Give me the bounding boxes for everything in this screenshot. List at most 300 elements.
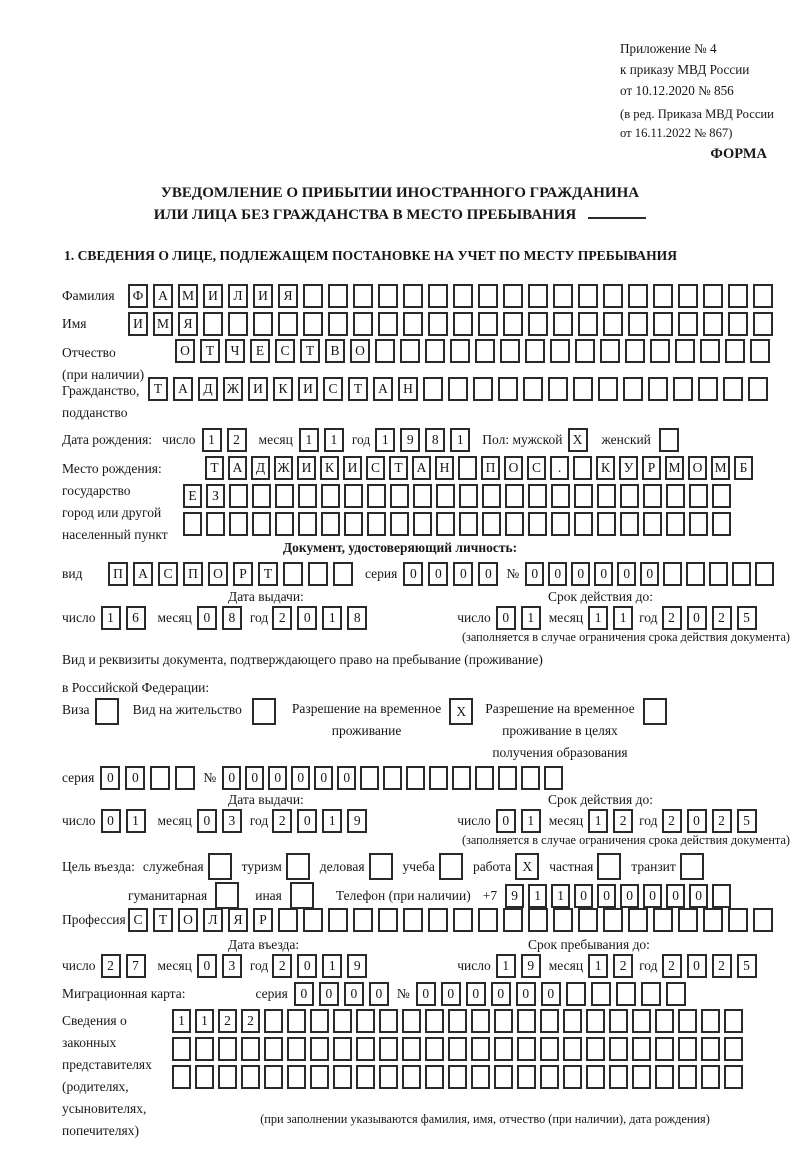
- form-cell[interactable]: [517, 1037, 536, 1061]
- form-cell[interactable]: [551, 484, 570, 508]
- form-cell[interactable]: [283, 562, 303, 586]
- form-cell[interactable]: [172, 1037, 191, 1061]
- form-cell[interactable]: [653, 312, 673, 336]
- form-cell[interactable]: 0: [197, 809, 217, 833]
- form-cell[interactable]: [328, 284, 348, 308]
- form-cell[interactable]: [643, 484, 662, 508]
- form-cell[interactable]: [653, 284, 673, 308]
- form-cell[interactable]: [471, 1065, 490, 1089]
- form-cell[interactable]: [686, 562, 705, 586]
- form-cell[interactable]: [689, 484, 708, 508]
- form-cell[interactable]: Я: [278, 284, 298, 308]
- form-cell[interactable]: [252, 698, 276, 725]
- form-cell[interactable]: [402, 1065, 421, 1089]
- form-cell[interactable]: 0: [516, 982, 536, 1006]
- form-cell[interactable]: [573, 377, 593, 401]
- form-cell[interactable]: [753, 284, 773, 308]
- form-cell[interactable]: [310, 1065, 329, 1089]
- purpose-tourism-checkbox[interactable]: [286, 853, 310, 880]
- form-cell[interactable]: 0: [416, 982, 436, 1006]
- form-cell[interactable]: [303, 312, 323, 336]
- form-cell[interactable]: [728, 908, 748, 932]
- form-cell[interactable]: [287, 1009, 306, 1033]
- form-cell[interactable]: 2: [712, 954, 732, 978]
- form-cell[interactable]: Т: [389, 456, 408, 480]
- form-cell[interactable]: [563, 1009, 582, 1033]
- form-cell[interactable]: [473, 377, 493, 401]
- form-cell[interactable]: О: [208, 562, 228, 586]
- form-cell[interactable]: [203, 312, 223, 336]
- form-cell[interactable]: 1: [195, 1009, 214, 1033]
- form-cell[interactable]: [528, 512, 547, 536]
- form-cell[interactable]: [659, 428, 679, 452]
- form-cell[interactable]: 0: [687, 954, 707, 978]
- form-cell[interactable]: И: [203, 284, 223, 308]
- form-cell[interactable]: [723, 377, 743, 401]
- form-cell[interactable]: [563, 1037, 582, 1061]
- form-cell[interactable]: И: [248, 377, 268, 401]
- form-cell[interactable]: [303, 284, 323, 308]
- form-cell[interactable]: 0: [369, 982, 389, 1006]
- form-cell[interactable]: X: [449, 698, 473, 725]
- stay-issue-day-cells[interactable]: [101, 809, 146, 833]
- form-cell[interactable]: И: [128, 312, 148, 336]
- form-cell[interactable]: 0: [197, 954, 217, 978]
- form-cell[interactable]: 0: [571, 562, 590, 586]
- form-cell[interactable]: К: [320, 456, 339, 480]
- form-cell[interactable]: 0: [491, 982, 511, 1006]
- form-cell[interactable]: [287, 1037, 306, 1061]
- form-cell[interactable]: 0: [496, 809, 516, 833]
- form-cell[interactable]: [598, 377, 618, 401]
- form-cell[interactable]: [609, 1065, 628, 1089]
- visa-checkbox[interactable]: [95, 698, 119, 725]
- form-cell[interactable]: [553, 312, 573, 336]
- form-cell[interactable]: 1: [588, 809, 608, 833]
- form-cell[interactable]: Т: [258, 562, 278, 586]
- form-cell[interactable]: [553, 284, 573, 308]
- form-cell[interactable]: [550, 339, 570, 363]
- form-cell[interactable]: [620, 484, 639, 508]
- form-cell[interactable]: 0: [666, 884, 685, 908]
- form-cell[interactable]: [228, 312, 248, 336]
- form-cell[interactable]: 1: [588, 954, 608, 978]
- form-cell[interactable]: Н: [435, 456, 454, 480]
- form-cell[interactable]: 5: [737, 606, 757, 630]
- residence-permit-checkbox[interactable]: [252, 698, 276, 725]
- form-cell[interactable]: [675, 339, 695, 363]
- form-cell[interactable]: [402, 1009, 421, 1033]
- form-cell[interactable]: 0: [291, 766, 310, 790]
- form-cell[interactable]: [471, 1037, 490, 1061]
- stay-valid-year-cells[interactable]: [662, 809, 757, 833]
- form-cell[interactable]: [591, 982, 611, 1006]
- form-cell[interactable]: [378, 908, 398, 932]
- form-cell[interactable]: 0: [597, 884, 616, 908]
- form-cell[interactable]: [436, 512, 455, 536]
- sex-male-checkbox[interactable]: [568, 428, 588, 452]
- form-cell[interactable]: 8: [222, 606, 242, 630]
- form-cell[interactable]: С: [128, 908, 148, 932]
- form-cell[interactable]: А: [153, 284, 173, 308]
- form-cell[interactable]: 0: [466, 982, 486, 1006]
- form-cell[interactable]: [482, 512, 501, 536]
- form-cell[interactable]: [574, 512, 593, 536]
- form-cell[interactable]: [678, 908, 698, 932]
- form-cell[interactable]: 0: [496, 606, 516, 630]
- sex-female-checkbox[interactable]: [659, 428, 679, 452]
- form-cell[interactable]: [500, 339, 520, 363]
- form-cell[interactable]: [356, 1037, 375, 1061]
- form-cell[interactable]: 2: [101, 954, 121, 978]
- form-cell[interactable]: Т: [348, 377, 368, 401]
- form-cell[interactable]: [703, 284, 723, 308]
- form-cell[interactable]: 2: [272, 809, 292, 833]
- form-cell[interactable]: [678, 1037, 697, 1061]
- form-cell[interactable]: Ж: [223, 377, 243, 401]
- form-cell[interactable]: 2: [712, 809, 732, 833]
- form-cell[interactable]: [425, 339, 445, 363]
- form-cell[interactable]: [586, 1065, 605, 1089]
- form-cell[interactable]: [678, 1065, 697, 1089]
- form-cell[interactable]: 8: [425, 428, 445, 452]
- phone-cells[interactable]: [505, 884, 731, 908]
- form-cell[interactable]: 5: [737, 809, 757, 833]
- stay-valid-day-cells[interactable]: [496, 809, 541, 833]
- form-cell[interactable]: [574, 484, 593, 508]
- form-cell[interactable]: 0: [197, 606, 217, 630]
- form-cell[interactable]: [252, 512, 271, 536]
- form-cell[interactable]: [517, 1065, 536, 1089]
- form-cell[interactable]: [701, 1009, 720, 1033]
- form-cell[interactable]: [753, 312, 773, 336]
- form-cell[interactable]: 1: [322, 809, 342, 833]
- form-cell[interactable]: [540, 1065, 559, 1089]
- given-name-cells[interactable]: [128, 312, 773, 336]
- form-cell[interactable]: [523, 377, 543, 401]
- form-cell[interactable]: [218, 1065, 237, 1089]
- form-cell[interactable]: И: [298, 377, 318, 401]
- form-cell[interactable]: К: [273, 377, 293, 401]
- form-cell[interactable]: [253, 312, 273, 336]
- form-cell[interactable]: [698, 377, 718, 401]
- rvp-checkbox[interactable]: [449, 698, 473, 725]
- form-cell[interactable]: [390, 512, 409, 536]
- form-cell[interactable]: [378, 312, 398, 336]
- form-cell[interactable]: [625, 339, 645, 363]
- form-cell[interactable]: [597, 853, 621, 880]
- form-cell[interactable]: 1: [588, 606, 608, 630]
- form-cell[interactable]: [450, 339, 470, 363]
- form-cell[interactable]: [609, 1037, 628, 1061]
- form-cell[interactable]: [701, 1037, 720, 1061]
- form-cell[interactable]: [494, 1065, 513, 1089]
- form-cell[interactable]: [367, 484, 386, 508]
- form-cell[interactable]: Р: [233, 562, 253, 586]
- form-cell[interactable]: [241, 1037, 260, 1061]
- form-cell[interactable]: П: [481, 456, 500, 480]
- citizenship-cells[interactable]: [148, 377, 768, 401]
- form-cell[interactable]: 3: [222, 809, 242, 833]
- form-cell[interactable]: [548, 377, 568, 401]
- form-cell[interactable]: [525, 339, 545, 363]
- form-cell[interactable]: С: [366, 456, 385, 480]
- form-cell[interactable]: [586, 1009, 605, 1033]
- doc-issue-year-cells[interactable]: [272, 606, 367, 630]
- form-cell[interactable]: [208, 853, 232, 880]
- form-cell[interactable]: О: [178, 908, 198, 932]
- form-cell[interactable]: 0: [620, 884, 639, 908]
- form-cell[interactable]: [195, 1037, 214, 1061]
- form-cell[interactable]: [680, 853, 704, 880]
- form-cell[interactable]: [344, 484, 363, 508]
- form-cell[interactable]: 0: [344, 982, 364, 1006]
- form-cell[interactable]: [712, 484, 731, 508]
- birth-place-cells-2[interactable]: [183, 484, 731, 508]
- form-cell[interactable]: 2: [662, 606, 682, 630]
- form-cell[interactable]: [459, 484, 478, 508]
- form-cell[interactable]: 1: [202, 428, 222, 452]
- form-cell[interactable]: [703, 908, 723, 932]
- form-cell[interactable]: [666, 484, 685, 508]
- stay-valid-month-cells[interactable]: [588, 809, 633, 833]
- form-cell[interactable]: [573, 456, 592, 480]
- form-cell[interactable]: [333, 1065, 352, 1089]
- form-cell[interactable]: З: [206, 484, 225, 508]
- form-cell[interactable]: О: [504, 456, 523, 480]
- form-cell[interactable]: [413, 512, 432, 536]
- form-cell[interactable]: 0: [297, 809, 317, 833]
- form-cell[interactable]: С: [323, 377, 343, 401]
- form-cell[interactable]: [701, 1065, 720, 1089]
- form-cell[interactable]: 0: [297, 954, 317, 978]
- form-cell[interactable]: [728, 284, 748, 308]
- form-cell[interactable]: X: [568, 428, 588, 452]
- form-cell[interactable]: Е: [250, 339, 270, 363]
- representatives-cells-1[interactable]: [172, 1009, 743, 1033]
- form-cell[interactable]: [503, 284, 523, 308]
- form-cell[interactable]: [753, 908, 773, 932]
- form-cell[interactable]: [403, 312, 423, 336]
- form-cell[interactable]: X: [515, 853, 539, 880]
- form-cell[interactable]: [678, 284, 698, 308]
- form-cell[interactable]: [478, 908, 498, 932]
- form-cell[interactable]: 1: [496, 954, 516, 978]
- form-cell[interactable]: [321, 512, 340, 536]
- form-cell[interactable]: [310, 1037, 329, 1061]
- form-cell[interactable]: А: [228, 456, 247, 480]
- form-cell[interactable]: [379, 1009, 398, 1033]
- form-cell[interactable]: 0: [294, 982, 314, 1006]
- form-cell[interactable]: [390, 484, 409, 508]
- form-cell[interactable]: [333, 562, 353, 586]
- form-cell[interactable]: 0: [319, 982, 339, 1006]
- form-cell[interactable]: [540, 1009, 559, 1033]
- form-cell[interactable]: [600, 339, 620, 363]
- form-cell[interactable]: [703, 312, 723, 336]
- form-cell[interactable]: 0: [101, 809, 121, 833]
- representatives-cells-2[interactable]: [172, 1037, 743, 1061]
- form-cell[interactable]: [655, 1065, 674, 1089]
- entry-year-cells[interactable]: [272, 954, 367, 978]
- form-cell[interactable]: [597, 484, 616, 508]
- birth-year-cells[interactable]: [375, 428, 470, 452]
- form-cell[interactable]: [603, 312, 623, 336]
- doc-valid-year-cells[interactable]: [662, 606, 757, 630]
- form-cell[interactable]: 0: [478, 562, 498, 586]
- form-cell[interactable]: А: [373, 377, 393, 401]
- form-cell[interactable]: Т: [148, 377, 168, 401]
- form-cell[interactable]: 7: [126, 954, 146, 978]
- form-cell[interactable]: [287, 1065, 306, 1089]
- birth-place-cells-1[interactable]: [205, 456, 753, 480]
- form-cell[interactable]: [353, 908, 373, 932]
- form-cell[interactable]: [628, 284, 648, 308]
- form-cell[interactable]: [215, 882, 239, 909]
- form-cell[interactable]: 0: [617, 562, 636, 586]
- stay-issue-year-cells[interactable]: [272, 809, 367, 833]
- doc-valid-day-cells[interactable]: [496, 606, 541, 630]
- form-cell[interactable]: [425, 1009, 444, 1033]
- doc-number-cells[interactable]: [525, 562, 774, 586]
- form-cell[interactable]: [566, 982, 586, 1006]
- form-cell[interactable]: [620, 512, 639, 536]
- form-cell[interactable]: 1: [450, 428, 470, 452]
- form-cell[interactable]: И: [297, 456, 316, 480]
- form-cell[interactable]: [453, 908, 473, 932]
- form-cell[interactable]: [356, 1065, 375, 1089]
- form-cell[interactable]: Ч: [225, 339, 245, 363]
- form-cell[interactable]: [521, 766, 540, 790]
- form-cell[interactable]: М: [178, 284, 198, 308]
- form-cell[interactable]: 1: [551, 884, 570, 908]
- form-cell[interactable]: Д: [198, 377, 218, 401]
- form-cell[interactable]: Р: [642, 456, 661, 480]
- form-cell[interactable]: 2: [662, 809, 682, 833]
- form-cell[interactable]: Т: [153, 908, 173, 932]
- form-cell[interactable]: [663, 562, 682, 586]
- form-cell[interactable]: Я: [178, 312, 198, 336]
- purpose-official-checkbox[interactable]: [208, 853, 232, 880]
- form-cell[interactable]: [448, 1037, 467, 1061]
- form-cell[interactable]: [403, 908, 423, 932]
- stay-number-cells[interactable]: [222, 766, 563, 790]
- form-cell[interactable]: [494, 1037, 513, 1061]
- form-cell[interactable]: [344, 512, 363, 536]
- form-cell[interactable]: [655, 1009, 674, 1033]
- form-cell[interactable]: [264, 1037, 283, 1061]
- form-cell[interactable]: [379, 1037, 398, 1061]
- form-cell[interactable]: Д: [251, 456, 270, 480]
- form-cell[interactable]: [400, 339, 420, 363]
- stay-series-cells[interactable]: [100, 766, 195, 790]
- form-cell[interactable]: [356, 1009, 375, 1033]
- form-cell[interactable]: Л: [228, 284, 248, 308]
- form-cell[interactable]: [528, 284, 548, 308]
- form-cell[interactable]: [95, 698, 119, 725]
- form-cell[interactable]: 0: [314, 766, 333, 790]
- form-cell[interactable]: 0: [640, 562, 659, 586]
- form-cell[interactable]: 5: [737, 954, 757, 978]
- form-cell[interactable]: [643, 512, 662, 536]
- form-cell[interactable]: [628, 908, 648, 932]
- form-cell[interactable]: М: [665, 456, 684, 480]
- form-cell[interactable]: 0: [643, 884, 662, 908]
- form-cell[interactable]: К: [596, 456, 615, 480]
- form-cell[interactable]: [551, 512, 570, 536]
- form-cell[interactable]: [429, 766, 448, 790]
- surname-cells[interactable]: [128, 284, 773, 308]
- form-cell[interactable]: 0: [297, 606, 317, 630]
- form-cell[interactable]: 2: [613, 809, 633, 833]
- form-cell[interactable]: [563, 1065, 582, 1089]
- form-cell[interactable]: [553, 908, 573, 932]
- doc-series-cells[interactable]: [403, 562, 498, 586]
- form-cell[interactable]: [353, 312, 373, 336]
- form-cell[interactable]: А: [412, 456, 431, 480]
- form-cell[interactable]: [328, 908, 348, 932]
- form-cell[interactable]: [586, 1037, 605, 1061]
- form-cell[interactable]: [333, 1009, 352, 1033]
- form-cell[interactable]: 0: [541, 982, 561, 1006]
- form-cell[interactable]: .: [550, 456, 569, 480]
- form-cell[interactable]: [628, 312, 648, 336]
- form-cell[interactable]: [544, 766, 563, 790]
- form-cell[interactable]: [678, 312, 698, 336]
- form-cell[interactable]: А: [173, 377, 193, 401]
- form-cell[interactable]: [453, 284, 473, 308]
- form-cell[interactable]: [423, 377, 443, 401]
- form-cell[interactable]: [505, 484, 524, 508]
- form-cell[interactable]: 2: [272, 606, 292, 630]
- form-cell[interactable]: [578, 284, 598, 308]
- form-cell[interactable]: [328, 312, 348, 336]
- form-cell[interactable]: О: [350, 339, 370, 363]
- stay-day-cells[interactable]: [496, 954, 541, 978]
- doc-type-cells[interactable]: [108, 562, 353, 586]
- form-cell[interactable]: [475, 766, 494, 790]
- profession-cells[interactable]: [128, 908, 773, 932]
- form-cell[interactable]: [428, 312, 448, 336]
- form-cell[interactable]: [252, 484, 271, 508]
- form-cell[interactable]: [264, 1009, 283, 1033]
- form-cell[interactable]: [379, 1065, 398, 1089]
- form-cell[interactable]: 2: [662, 954, 682, 978]
- form-cell[interactable]: М: [711, 456, 730, 480]
- form-cell[interactable]: [428, 284, 448, 308]
- form-cell[interactable]: [321, 484, 340, 508]
- form-cell[interactable]: [175, 766, 195, 790]
- form-cell[interactable]: [478, 312, 498, 336]
- migration-series-cells[interactable]: [294, 982, 389, 1006]
- representatives-cells-3[interactable]: [172, 1065, 743, 1089]
- form-cell[interactable]: [653, 908, 673, 932]
- form-cell[interactable]: [528, 484, 547, 508]
- form-cell[interactable]: 0: [525, 562, 544, 586]
- form-cell[interactable]: 0: [222, 766, 241, 790]
- form-cell[interactable]: [528, 312, 548, 336]
- form-cell[interactable]: И: [343, 456, 362, 480]
- form-cell[interactable]: [632, 1009, 651, 1033]
- form-cell[interactable]: Т: [300, 339, 320, 363]
- form-cell[interactable]: [623, 377, 643, 401]
- purpose-study-checkbox[interactable]: [439, 853, 463, 880]
- form-cell[interactable]: 0: [574, 884, 593, 908]
- form-cell[interactable]: 0: [268, 766, 287, 790]
- form-cell[interactable]: 0: [245, 766, 264, 790]
- form-cell[interactable]: П: [108, 562, 128, 586]
- form-cell[interactable]: 1: [521, 606, 541, 630]
